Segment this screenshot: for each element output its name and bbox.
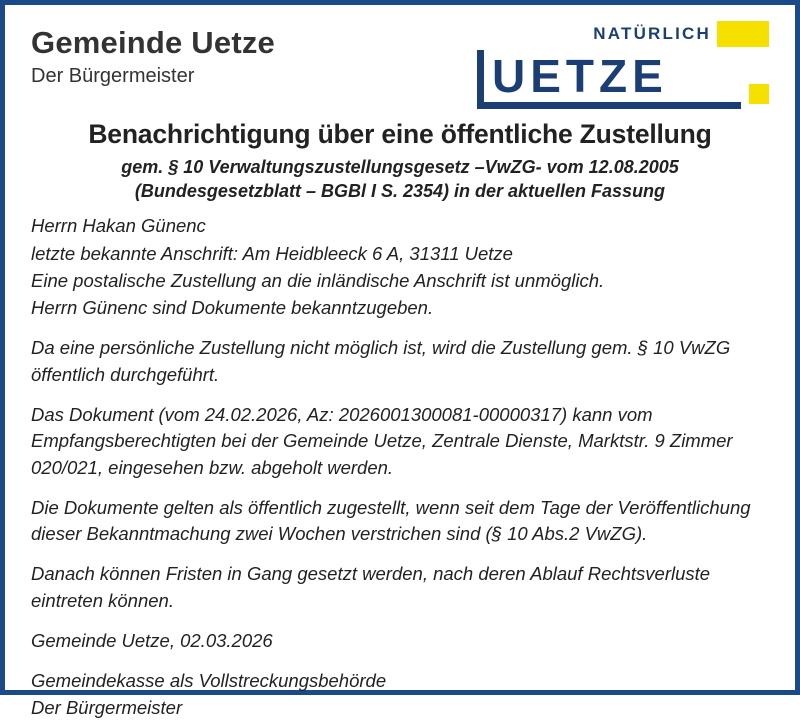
authority-name: Gemeinde Uetze	[31, 25, 275, 60]
logo-top-row	[477, 21, 769, 47]
paragraph-delivery-impossible: Eine postalische Zustellung an die inländische Anschrift ist unmöglich.	[31, 269, 605, 291]
document-body	[31, 213, 769, 721]
authority-role: Der Bürgermeister	[31, 64, 195, 87]
paragraph-document-pickup: Das Dokument (vom 24.02.2026, Az: 2026001300081-00000317) kann vom Empfangsberechtigten bei der Gemeinde Uetze, Zentrale Dienste, Marktstr. 9 Zimmer 020/021, eingesehen bzw. abgeholt werden.	[31, 403, 733, 478]
logo-dot-icon	[749, 84, 769, 104]
paragraph-documents-notice: Herrn Günenc sind Dokumente bekanntzugeben.	[31, 297, 434, 319]
paragraph-deemed-delivered: Die Dokumente gelten als öffentlich zugestellt, wenn seit dem Tage der Veröffentlichung dieser Bekanntmachung zwei Wochen verstrichen sind (§ 10 Abs.2 VwZG).	[31, 496, 751, 545]
legal-basis-line-1: gem. § 10 Verwaltungszustellungsgesetz –VwZG- vom 12.08.2005	[121, 156, 679, 177]
page-title: Benachrichtigung über eine öffentliche Zustellung	[88, 119, 712, 149]
authority-block	[31, 19, 275, 89]
paragraph-recipient: Herrn Hakan Günenc	[31, 215, 206, 237]
document-header	[31, 19, 769, 109]
logo-claim-text: NATÜRLICH	[593, 24, 711, 43]
signature-role: Der Bürgermeister	[31, 697, 183, 719]
logo-yellow-block-icon	[717, 21, 769, 47]
legal-basis-line-2: (Bundesgesetzblatt – BGBl I S. 2354) in der aktuellen Fassung	[134, 181, 666, 202]
paragraph-deadlines: Danach können Fristen in Gang gesetzt werden, nach deren Ablauf Rechtsverluste eintreten können.	[31, 563, 711, 611]
uetze-logo	[477, 21, 769, 109]
paragraph-public-delivery: Da eine persönliche Zustellung nicht möglich ist, wird die Zustellung gem. § 10 VwZG öffentlich durchgeführt.	[31, 337, 731, 385]
logo-wordmark: UETZE	[477, 50, 741, 109]
paragraph-last-address: letzte bekannte Anschrift: Am Heidbleeck 6 A, 31311 Uetze	[31, 242, 513, 264]
logo-main-row	[477, 50, 769, 109]
place-and-date: Gemeinde Uetze, 02.03.2026	[31, 629, 273, 651]
signature-office: Gemeindekasse als Vollstreckungsbehörde	[31, 670, 387, 692]
